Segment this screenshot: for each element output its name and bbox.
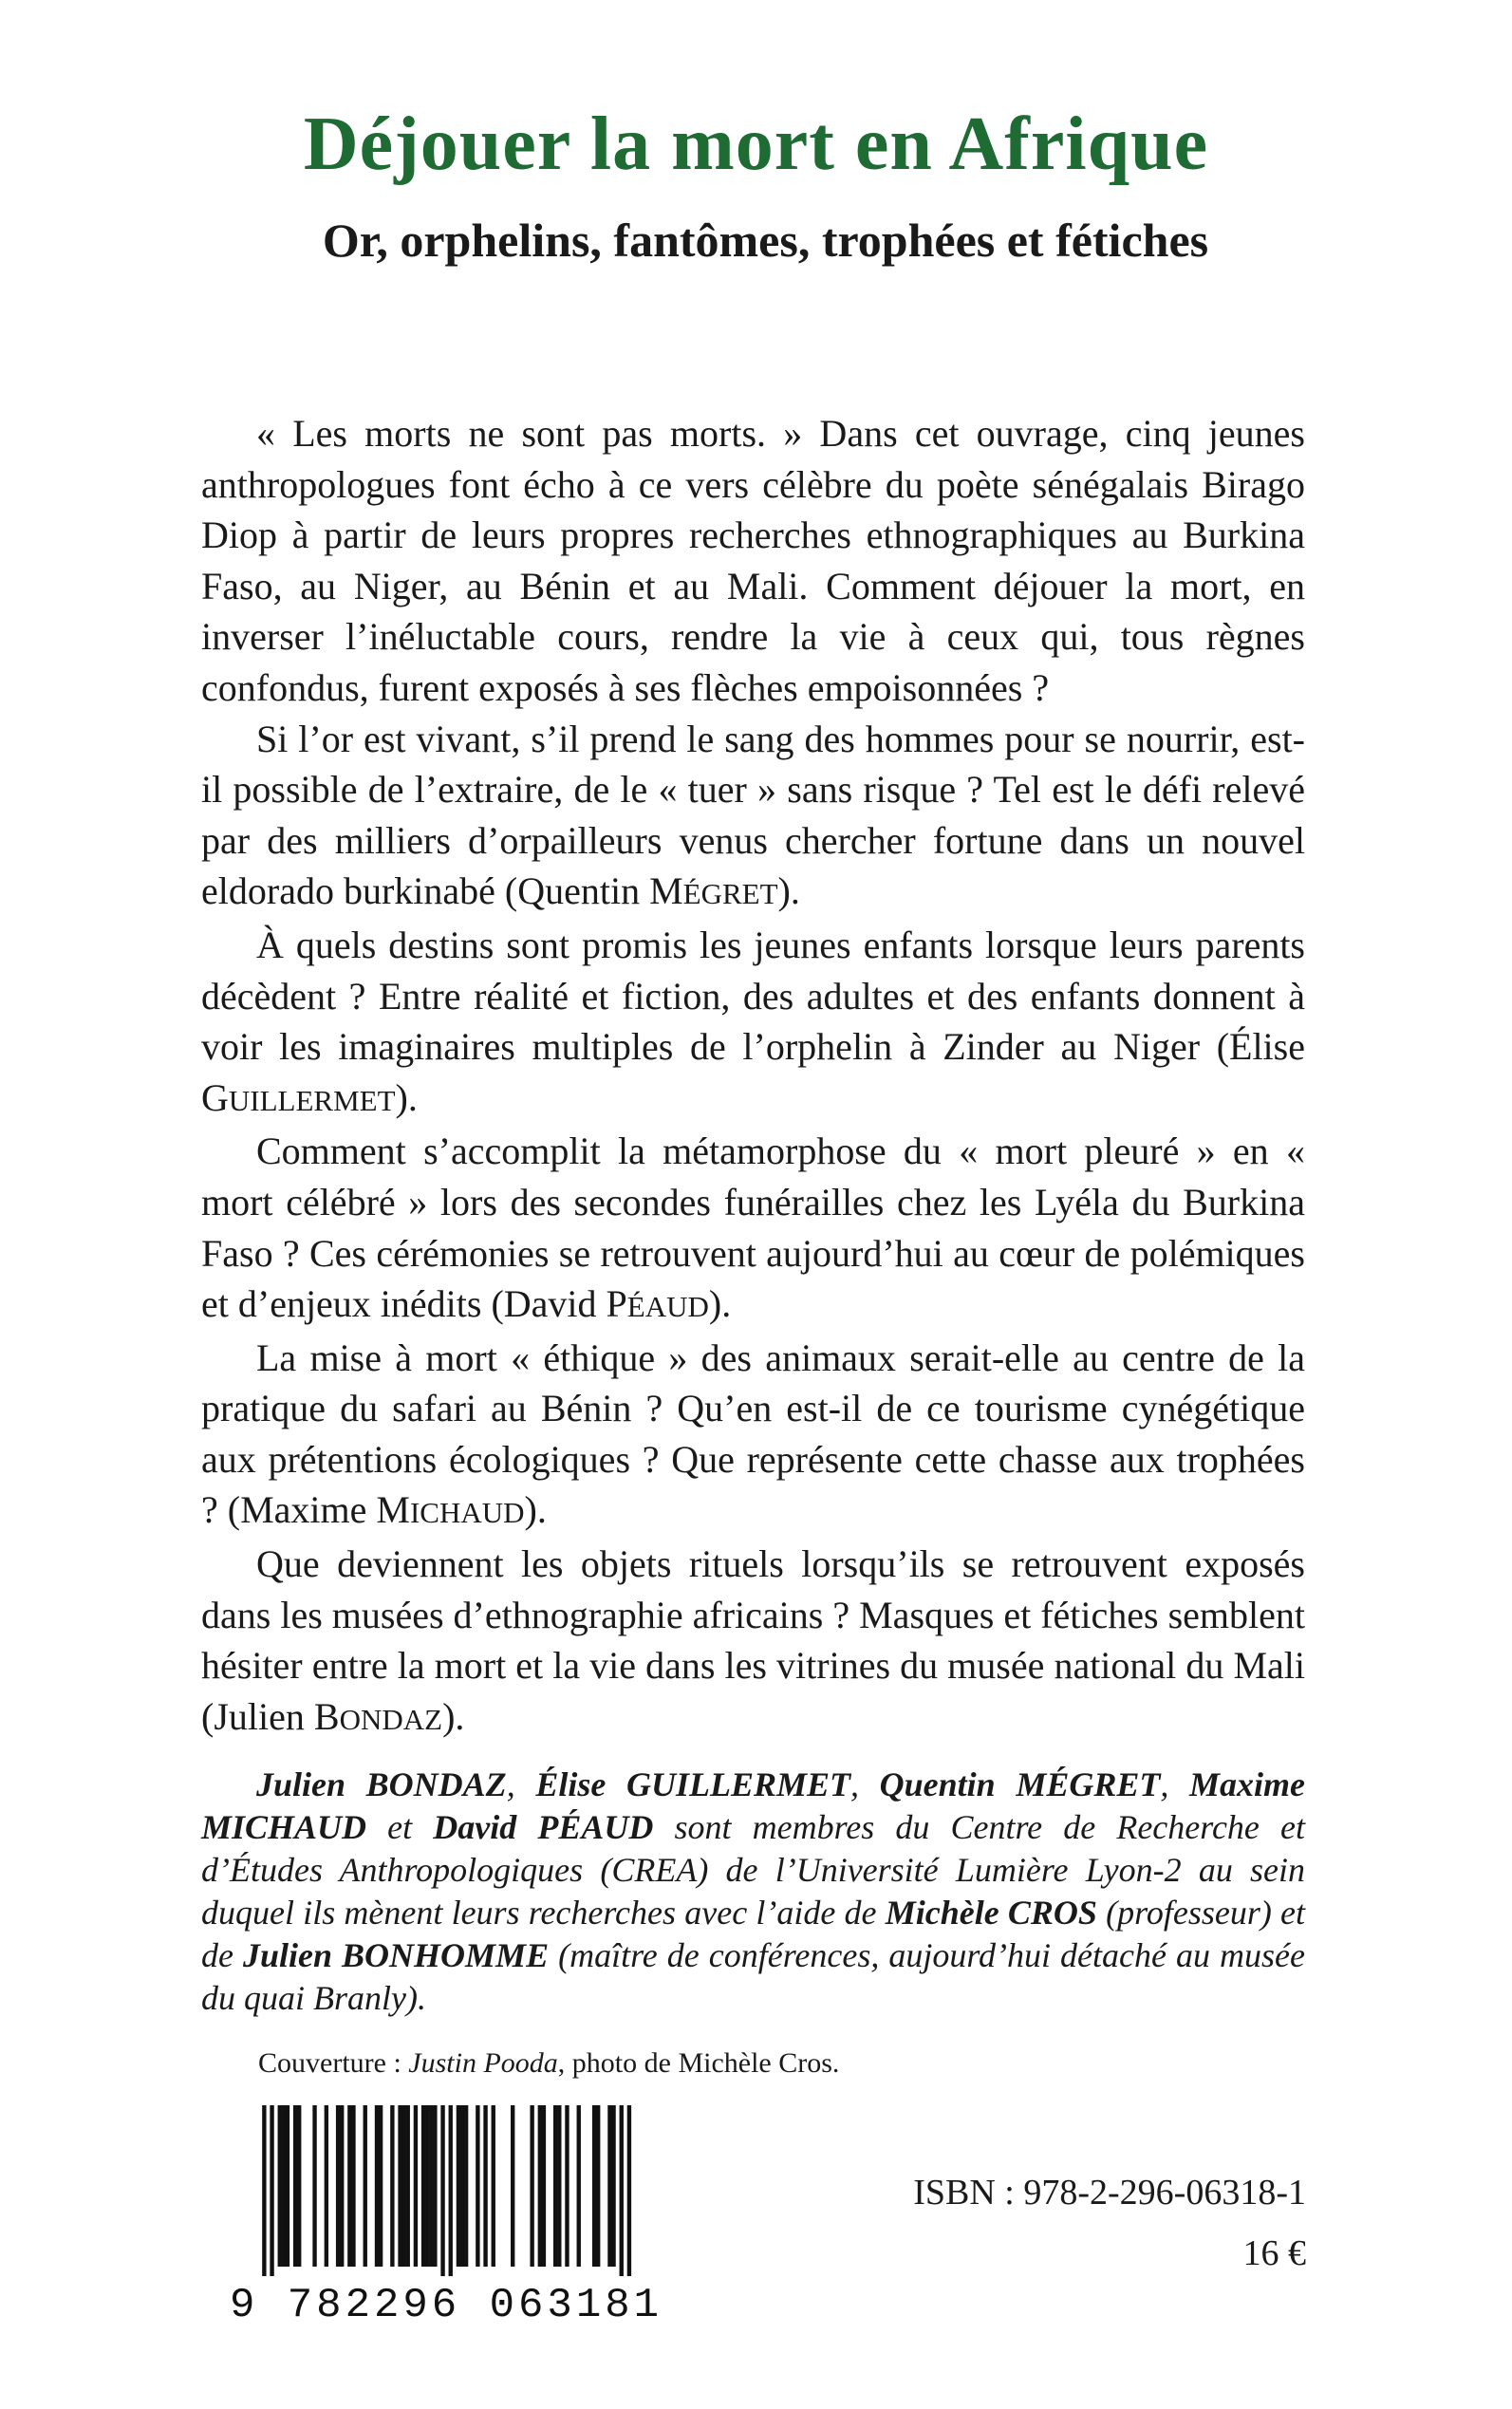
barcode-bar xyxy=(433,2105,437,2267)
blurb-paragraph: À quels destins sont promis les jeunes enfants lorsque leurs parents décèdent ? Entre réalité et fiction, des adultes et des enfants donnent à voir les imaginaires multiples de l’orphelin à Zinder au Niger (Élise GUILLERMET). xyxy=(201,923,1305,1119)
barcode-bar xyxy=(325,2105,328,2267)
barcode-bar xyxy=(421,2105,425,2267)
barcode-bar xyxy=(483,2105,487,2267)
barcode-digits: 9 782296 063181 xyxy=(229,2282,663,2329)
barcode-bar xyxy=(398,2105,401,2267)
blurb-paragraph: Que deviennent les objets rituels lorsqu’ils se retrouvent exposés dans les musées d’ethnographie africains ? Masques et fétiches semblent hésiter entre la mort et la vie dans les vitrines du musée national du Mali (Julien BONDAZ). xyxy=(201,1542,1305,1738)
barcode-bar xyxy=(293,2105,297,2267)
barcode xyxy=(229,2105,663,2329)
barcode-bar xyxy=(286,2105,289,2267)
barcode-bar xyxy=(449,2105,453,2276)
barcode-bar xyxy=(406,2105,410,2267)
barcode-bar xyxy=(425,2105,429,2267)
barcode-bar xyxy=(379,2105,383,2267)
barcode-bar xyxy=(312,2105,316,2267)
book-title: Déjouer la mort en Afrique xyxy=(303,103,1209,186)
blurb-paragraph: Si l’or est vivant, s’il prend le sang des hommes pour se nourrir, est-il possible de l’extraire, de le « tuer » sans risque ? Tel est le défi relevé par des milliers d’orpailleurs venus chercher fortune dans un nouvel eldorado burkinabé (Quentin MÉGRET). xyxy=(201,717,1305,913)
barcode-bar xyxy=(351,2105,355,2267)
blurb xyxy=(201,408,1305,1745)
barcode-bar xyxy=(440,2105,444,2276)
barcode-bar xyxy=(390,2105,394,2267)
blurb-paragraph: La mise à mort « éthique » des animaux serait-elle au centre de la pratique du safari au Bénin ? Qu’en est-il de ce tourisme cynégétique aux prétentions écologiques ? Que représente cette chasse aux trophées ? (Maxime MICHAUD). xyxy=(201,1335,1305,1532)
barcode-bar xyxy=(596,2105,600,2267)
barcode-bar xyxy=(375,2105,379,2267)
price: 16 € xyxy=(1242,2233,1306,2273)
blurb-paragraph: Comment s’accomplit la métamorphose du « mort pleuré » en « mort célébré » lors des secondes funérailles chez les Lyéla du Burkina Faso ? Ces cérémonies se retrouvent aujourd’hui au cœur de polémiques et d’enjeux inédits (David PÉAUD). xyxy=(201,1130,1305,1326)
barcode-bar xyxy=(336,2105,340,2267)
book-subtitle: Or, orphelins, fantômes, trophées et fétiches xyxy=(322,214,1209,267)
barcode-bar xyxy=(553,2105,557,2267)
barcode-bar xyxy=(611,2105,615,2267)
barcode-bar xyxy=(592,2105,596,2267)
barcode-bar xyxy=(511,2105,514,2267)
barcode-bar xyxy=(347,2105,351,2267)
barcode-bar xyxy=(476,2105,479,2267)
barcode-bar xyxy=(577,2105,581,2267)
barcode-bar xyxy=(297,2105,301,2267)
barcode-bar xyxy=(607,2105,611,2267)
barcode-bar xyxy=(270,2105,273,2276)
barcode-bar xyxy=(542,2105,546,2267)
barcode-bar xyxy=(457,2105,460,2267)
barcode-bar xyxy=(340,2105,344,2267)
barcode-bar xyxy=(401,2105,405,2267)
barcode-bar xyxy=(538,2105,542,2267)
barcode-bar xyxy=(364,2105,367,2267)
isbn: ISBN : 978-2-296-06318-1 xyxy=(913,2173,1306,2213)
barcode-graphic xyxy=(229,2105,663,2329)
barcode-bar xyxy=(414,2105,418,2267)
barcode-bar xyxy=(278,2105,282,2267)
barcode-bar xyxy=(620,2105,624,2276)
barcode-bar xyxy=(464,2105,468,2267)
authors-bio: Julien BONDAZ, Élise GUILLERMET, Quentin MÉGRET, Maxime MICHAUD et David PÉAUD sont membres du Centre de Recherche et d’Études Anthropologiques (CREA) de l’Université Lumière Lyon-2 au sein duquel ils mènent leurs recherches avec l’aide de Michèle CROS (professeur) et de Julien BONHOMME (maître de conférences, aujourd’hui détaché au musée du quai Branly). xyxy=(201,1765,1305,2017)
barcode-bar xyxy=(557,2105,561,2267)
barcode-bar xyxy=(492,2105,495,2267)
cover-credit: Couverture : Justin Pooda, photo de Michèle Cros. xyxy=(258,2047,840,2079)
barcode-bar xyxy=(530,2105,533,2267)
barcode-bar xyxy=(460,2105,464,2267)
barcode-bar xyxy=(627,2105,631,2276)
barcode-bar xyxy=(565,2105,569,2267)
barcode-bar xyxy=(262,2105,266,2276)
barcode-bar xyxy=(282,2105,286,2267)
barcode-bar xyxy=(429,2105,433,2267)
blurb-paragraph: « Les morts ne sont pas morts. » Dans cet ouvrage, cinq jeunes anthropologues font écho à ce vers célèbre du poète sénégalais Birago Diop à partir de leurs propres recherches ethnographiques au Burkina Faso, au Niger, au Bénin et au Mali. Comment déjouer la mort, en inverser l’inéluctable cours, rendre la vie à ceux qui, tous règnes confondus, furent exposés à ses flèches empoisonnées ? xyxy=(201,412,1305,709)
